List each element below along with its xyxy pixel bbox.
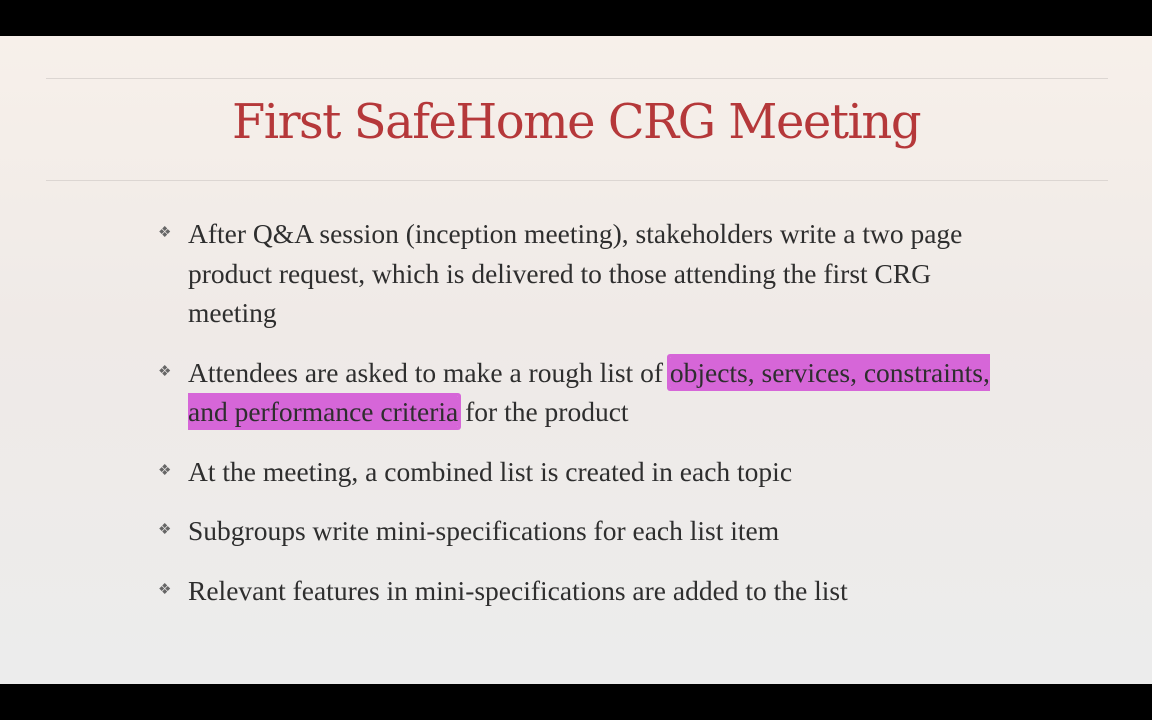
- bullet-list: [158, 214, 1018, 630]
- diamond-ornament-icon: ❖: [158, 581, 172, 598]
- highlighted-text: objects, services, constraints, and performance criteria: [188, 356, 990, 427]
- bullet-text: Attendees are asked to make a rough list of: [188, 356, 670, 388]
- slide-title: First SafeHome CRG Meeting: [231, 94, 921, 150]
- bullet-item: [158, 511, 1018, 551]
- diamond-ornament-icon: ❖: [158, 522, 172, 538]
- title-divider: [46, 180, 1108, 181]
- slide: [0, 36, 1152, 684]
- bullet-item: [158, 571, 1018, 611]
- bullet-text: After Q&A session (inception meeting), stakeholders write a two page product request, which is delivered to those attending the first CRG meeting: [188, 218, 963, 328]
- top-divider: [46, 78, 1108, 79]
- diamond-ornament-icon: ❖: [158, 225, 172, 241]
- bullet-text: Relevant features in mini-specifications are added to the list: [188, 574, 848, 606]
- diamond-ornament-icon: ❖: [158, 462, 172, 479]
- bullet-text: At the meeting, a combined list is created in each topic: [188, 455, 793, 487]
- bullet-item: [158, 353, 1018, 432]
- diamond-ornament-icon: ❖: [158, 363, 172, 380]
- bullet-item: [158, 214, 1018, 333]
- bullet-text: Subgroups write mini-specifications for each list item: [188, 515, 780, 546]
- letterbox-top: [0, 0, 1152, 36]
- bullet-item: [158, 452, 1018, 492]
- bullet-text: for the product: [458, 396, 629, 427]
- letterbox-bottom: [0, 684, 1152, 720]
